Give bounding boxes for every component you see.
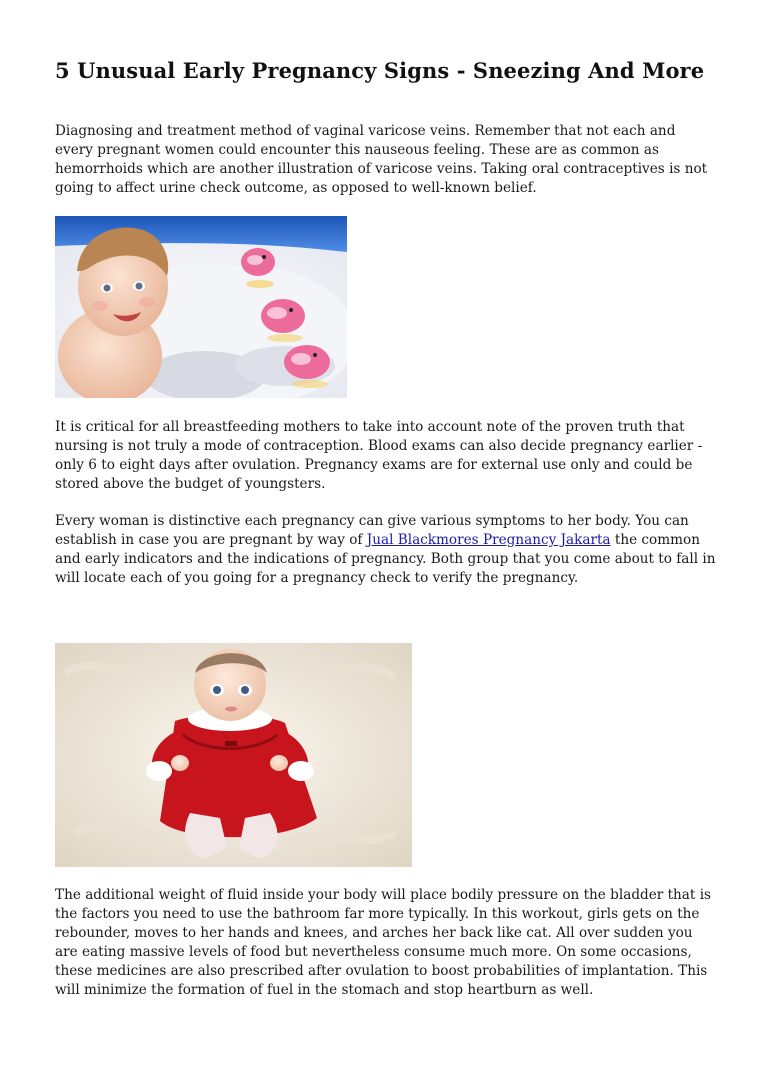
paragraph-fluid: The additional weight of fluid inside your body will place bodily pressure on the bladder that is the factors you need to use the bathroom far more typically. In this workout, girls gets on the rebounder, moves to her hands and knees, and arches her back like cat. All over sudden you are eating massive levels of food but nevertheless consume much more. On some occasions, these medicines are also prescribed after ovulation to boost probabilities of implantation. This will minimize the formation of fuel in the stomach and stop heartburn as well. xyxy=(55,887,712,998)
page-title: 5 Unusual Early Pregnancy Signs - Sneezing And More xyxy=(55,58,705,83)
baby-red-dress-photo xyxy=(55,643,412,867)
blackmores-link[interactable]: Jual Blackmores Pregnancy Jakarta xyxy=(366,532,611,548)
baby-bath-photo xyxy=(55,216,347,398)
paragraph-breastfeeding: It is critical for all breastfeeding mothers to take into account note of the proven truth that nursing is not truly a mode of contraception. Blood exams can also decide pregnancy earlier - only 6 to eight days after ovulation. Pregnancy exams are for external use only and could be stored above the budget of youngsters. xyxy=(55,419,703,492)
paragraph-symptoms-start: Every woman is distinctive each pregnancy can give various symptoms to her body. You can establish in case you are pregnant by way of xyxy=(55,513,689,548)
paragraph-symptoms xyxy=(55,512,717,588)
paragraph-intro: Diagnosing and treatment method of vaginal varicose veins. Remember that not each and every pregnant women could encounter this nauseous feeling. These are as common as hemorrhoids which are another illustration of varicose veins. Taking oral contraceptives is not going to affect urine check outcome, as opposed to well-known belief. xyxy=(55,123,708,196)
paragraph-symptoms-end: the common and early indicators and the indications of pregnancy. Both group that you come about to fall in will locate each of you going for a pregnancy check to verify the pregnancy. xyxy=(55,532,716,586)
